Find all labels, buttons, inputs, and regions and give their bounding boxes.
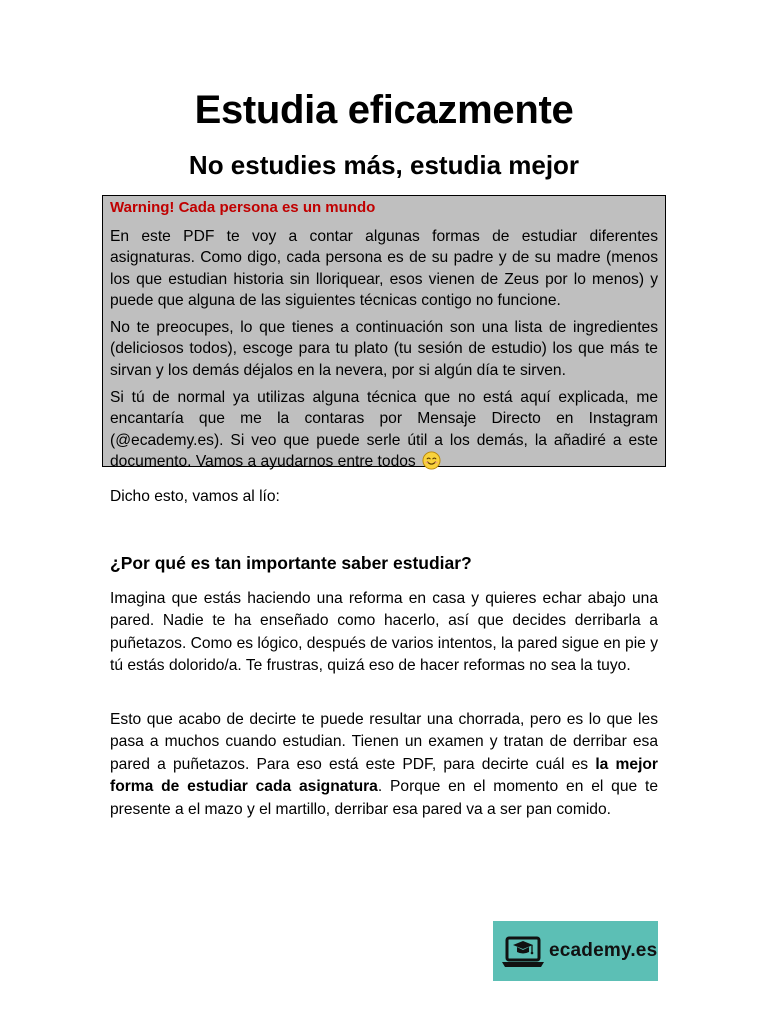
document-subtitle: No estudies más, estudia mejor (188, 150, 580, 180)
warning-paragraph-3 (110, 387, 658, 472)
document-title: Estudia eficazmente (194, 88, 574, 132)
warning-paragraph-2: No te preocupes, lo que tienes a continuación son una lista de ingredientes (deliciosos todos), escoge para tu plato (tu sesión de estudio) los que más te sirvan y los demás déjalos en la nevera, por si algún día te sirven. (110, 319, 658, 379)
body-paragraph-2-start: Esto que acabo de decirte te puede resultar una chorrada, pero es lo que les pasa a muchos cuando estudian. Tienen un examen y tratan de derribar esa pared a puñetazos. Para eso está este PDF, para decirte cuál es (110, 711, 658, 773)
lead-text: Dicho esto, vamos al lío: (110, 488, 280, 505)
body-paragraph-2-bold: la mejor forma de estudiar cada asignatura (110, 755, 658, 796)
ecademy-logo (493, 921, 658, 981)
logo-text: ecademy.es (549, 940, 658, 961)
body-paragraph-2 (110, 709, 658, 821)
warning-paragraph-1: En este PDF te voy a contar algunas formas de estudiar diferentes asignaturas. Como digo, cada persona es de su padre y de su madre (menos los que estudian historia sin lloriquear, esos vienen de Zeus por lo menos) y puede que alguna de las siguientes técnicas contigo no funcione. (110, 228, 658, 309)
smiling-face-icon (422, 451, 441, 470)
warning-heading: Warning! Cada persona es un mundo (110, 199, 376, 216)
warning-box (102, 195, 666, 470)
warning-paragraph-3-text: Si tú de normal ya utilizas alguna técnica que no está aquí explicada, me encantaría que me la contaras por Mensaje Directo en Instagram (@ecademy.es). Si veo que puede serle útil a los demás, la añadiré a este documento. Vamos a ayudarnos entre todos (110, 389, 658, 470)
section-heading: ¿Por qué es tan importante saber estudiar? (110, 553, 472, 573)
body-paragraph-2-end: . Porque en el momento en el que te presente a el mazo y el martillo, derribar esa pared va a ser pan comido. (110, 778, 658, 818)
body-paragraph-1: Imagina que estás haciendo una reforma en casa y quieres echar abajo una pared. Nadie te ha enseñado como hacerlo, así que decides derribarla a puñetazos. Como es lógico, después de varios intentos, la pared sigue en pie y tú estás dolorido/a. Te frustras, quizá eso de hacer reformas no sea la tuyo. (110, 590, 658, 675)
laptop-graduation-cap-icon (499, 929, 547, 973)
